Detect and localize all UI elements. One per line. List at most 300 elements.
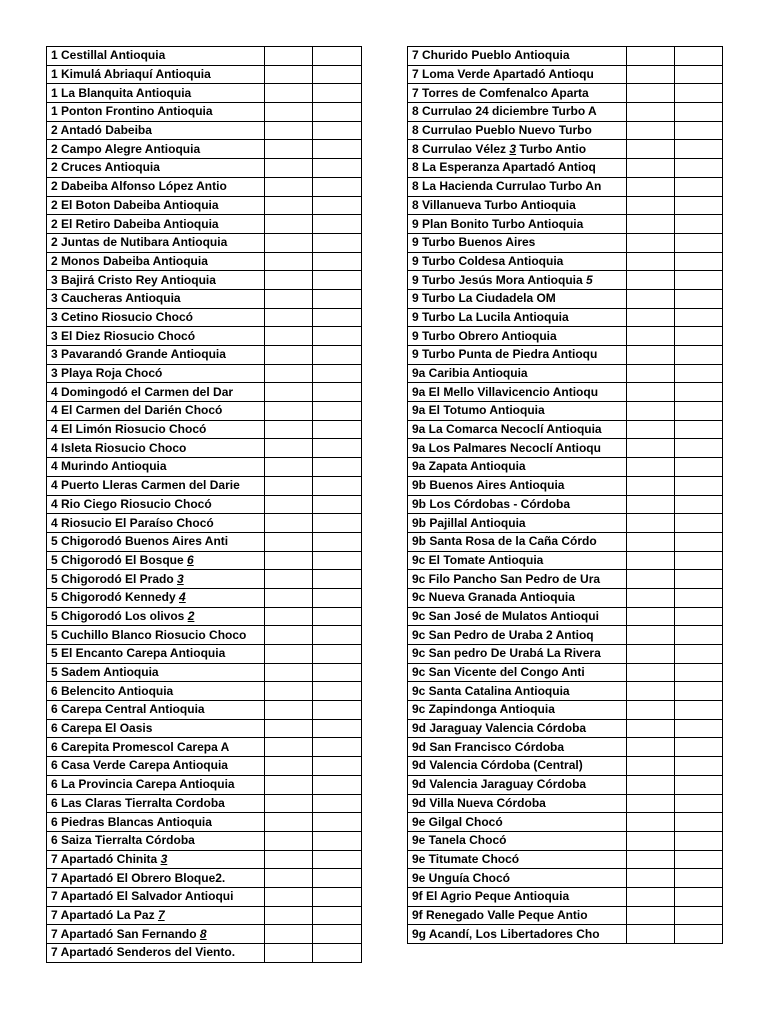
empty-check-cell-2	[313, 47, 362, 66]
empty-check-cell-1	[265, 65, 313, 84]
table-row	[408, 402, 723, 421]
place-name: 2 Juntas de Nutibara Antioquia	[51, 235, 228, 250]
empty-check-cell-1	[627, 289, 675, 308]
empty-check-cell-2	[675, 663, 723, 682]
place-name: 2 El Boton Dabeiba Antioquia	[51, 197, 219, 212]
table-row	[408, 850, 723, 869]
place-name-cell	[408, 887, 627, 906]
empty-check-cell-2	[313, 719, 362, 738]
place-name-cell	[47, 121, 265, 140]
place-name: 1 Cestillal Antioquia	[51, 48, 166, 63]
place-name-cell	[408, 271, 627, 290]
empty-check-cell-2	[675, 906, 723, 925]
place-name-cell	[408, 308, 627, 327]
table-row	[408, 476, 723, 495]
table-row	[47, 65, 362, 84]
empty-check-cell-2	[675, 215, 723, 234]
empty-check-cell-2	[675, 682, 723, 701]
empty-check-cell-1	[265, 588, 313, 607]
table-row	[408, 551, 723, 570]
place-name-cell	[47, 476, 265, 495]
empty-check-cell-1	[627, 719, 675, 738]
table-row	[408, 626, 723, 645]
place-name-cell	[408, 831, 627, 850]
place-name: 7 Apartadó La Paz	[51, 907, 155, 922]
place-name-cell	[408, 719, 627, 738]
place-name-cell	[47, 84, 265, 103]
place-name: 2 El Retiro Dabeiba Antioquia	[51, 216, 219, 231]
handwritten-mark: 8	[199, 926, 207, 941]
place-name-cell	[47, 140, 265, 159]
empty-check-cell-1	[627, 383, 675, 402]
empty-check-cell-1	[265, 402, 313, 421]
empty-check-cell-2	[675, 252, 723, 271]
place-name: 6 Piedras Blancas Antioquia	[51, 814, 212, 829]
right-checklist-table	[407, 46, 723, 944]
empty-check-cell-2	[675, 719, 723, 738]
table-row	[47, 514, 362, 533]
place-name: 4 Puerto Lleras Carmen del Darie	[51, 478, 240, 493]
place-name: 5 Sadem Antioquia	[51, 665, 159, 680]
empty-check-cell-2	[313, 65, 362, 84]
table-row	[47, 850, 362, 869]
empty-check-cell-2	[313, 271, 362, 290]
empty-check-cell-1	[265, 906, 313, 925]
empty-check-cell-2	[675, 271, 723, 290]
empty-check-cell-2	[313, 103, 362, 122]
empty-check-cell-1	[627, 140, 675, 159]
empty-check-cell-2	[675, 140, 723, 159]
empty-check-cell-1	[627, 47, 675, 66]
table-row	[47, 121, 362, 140]
empty-check-cell-2	[313, 215, 362, 234]
empty-check-cell-2	[313, 775, 362, 794]
empty-check-cell-2	[675, 308, 723, 327]
table-row	[408, 663, 723, 682]
place-name-cell	[408, 103, 627, 122]
empty-check-cell-2	[675, 84, 723, 103]
empty-check-cell-2	[313, 458, 362, 477]
place-name: 6 Carepa Central Antioquia	[51, 702, 205, 717]
place-name-cell	[408, 420, 627, 439]
place-name: 8 La Hacienda Currulao Turbo An	[412, 179, 602, 194]
table-row	[408, 252, 723, 271]
empty-check-cell-1	[265, 944, 313, 963]
place-name-cell	[47, 327, 265, 346]
table-row	[408, 887, 723, 906]
place-name-cell	[408, 47, 627, 66]
place-name-cell	[47, 346, 265, 365]
place-name-cell	[47, 925, 265, 944]
place-name: 7 Apartadó El Obrero Bloque2.	[51, 870, 226, 885]
table-row	[47, 476, 362, 495]
empty-check-cell-2	[313, 289, 362, 308]
table-row	[47, 831, 362, 850]
table-row	[47, 701, 362, 720]
place-name: 5 Chigorodó Buenos Aires Anti	[51, 534, 229, 549]
table-row	[408, 439, 723, 458]
place-name: 4 Rio Ciego Riosucio Chocó	[51, 496, 212, 511]
place-name-cell	[47, 607, 265, 626]
empty-check-cell-1	[627, 84, 675, 103]
empty-check-cell-1	[265, 476, 313, 495]
place-name: 9c San Pedro de Uraba 2 Antioq	[412, 627, 594, 642]
place-name-cell	[47, 906, 265, 925]
table-row	[408, 215, 723, 234]
table-row	[47, 626, 362, 645]
empty-check-cell-2	[675, 514, 723, 533]
place-name-cell	[408, 84, 627, 103]
empty-check-cell-2	[675, 383, 723, 402]
place-name: 9c San José de Mulatos Antioqui	[412, 608, 599, 623]
empty-check-cell-2	[313, 233, 362, 252]
place-name-cell	[408, 514, 627, 533]
place-name-cell	[408, 252, 627, 271]
empty-check-cell-2	[313, 588, 362, 607]
place-name-cell	[408, 532, 627, 551]
place-name-cell	[408, 925, 627, 944]
table-row	[408, 289, 723, 308]
empty-check-cell-1	[265, 626, 313, 645]
empty-check-cell-2	[313, 944, 362, 963]
table-row	[408, 719, 723, 738]
place-name-cell	[47, 196, 265, 215]
place-name-cell	[408, 813, 627, 832]
empty-check-cell-1	[265, 458, 313, 477]
empty-check-cell-2	[675, 289, 723, 308]
place-name-cell	[47, 626, 265, 645]
table-row	[408, 103, 723, 122]
empty-check-cell-1	[265, 103, 313, 122]
table-row	[47, 738, 362, 757]
place-name: 7 Churido Pueblo Antioquia	[412, 48, 570, 63]
place-name-cell	[47, 215, 265, 234]
place-name: 3 Pavarandó Grande Antioquia	[51, 347, 226, 362]
table-row	[408, 121, 723, 140]
empty-check-cell-2	[313, 701, 362, 720]
place-name: 7 Apartadó Chinita	[51, 851, 158, 866]
empty-check-cell-2	[313, 757, 362, 776]
empty-check-cell-1	[627, 159, 675, 178]
empty-check-cell-1	[265, 84, 313, 103]
place-name-cell	[47, 551, 265, 570]
table-row	[47, 757, 362, 776]
empty-check-cell-1	[265, 159, 313, 178]
place-name: 9a Caribia Antioquia	[412, 366, 528, 381]
empty-check-cell-1	[265, 719, 313, 738]
table-row	[408, 177, 723, 196]
place-name-cell	[47, 495, 265, 514]
table-row	[408, 140, 723, 159]
empty-check-cell-1	[265, 607, 313, 626]
place-name-cell	[408, 645, 627, 664]
empty-check-cell-2	[313, 196, 362, 215]
table-row	[47, 682, 362, 701]
empty-check-cell-1	[265, 813, 313, 832]
place-name-cell	[408, 458, 627, 477]
handwritten-mark: 3	[160, 851, 168, 866]
place-name: 8 La Esperanza Apartadó Antioq	[412, 160, 596, 175]
empty-check-cell-2	[675, 420, 723, 439]
place-name: 9d Valencia Córdoba (Central)	[412, 758, 583, 773]
table-row	[408, 271, 723, 290]
empty-check-cell-2	[675, 794, 723, 813]
place-name-cell	[47, 588, 265, 607]
table-row	[47, 47, 362, 66]
place-name: 5 Chigorodó El Prado	[51, 571, 174, 586]
empty-check-cell-1	[265, 289, 313, 308]
place-name: 9c Filo Pancho San Pedro de Ura	[412, 571, 601, 586]
empty-check-cell-1	[265, 514, 313, 533]
place-name: 6 Saiza Tierralta Córdoba	[51, 833, 195, 848]
place-name: 9b Pajillal Antioquia	[412, 515, 526, 530]
place-name-cell	[408, 551, 627, 570]
table-row	[47, 84, 362, 103]
place-name: 9f Renegado Valle Peque Antio	[412, 907, 588, 922]
place-name: 9e Titumate Chocó	[412, 851, 520, 866]
place-name-cell	[408, 906, 627, 925]
place-name-cell	[47, 420, 265, 439]
place-name: 9a El Totumo Antioquia	[412, 403, 545, 418]
empty-check-cell-1	[627, 645, 675, 664]
table-row	[47, 327, 362, 346]
empty-check-cell-1	[265, 757, 313, 776]
place-name: 9d San Francisco Córdoba	[412, 739, 565, 754]
table-row	[47, 346, 362, 365]
empty-check-cell-1	[627, 551, 675, 570]
empty-check-cell-1	[627, 308, 675, 327]
place-name-cell	[408, 570, 627, 589]
empty-check-cell-2	[313, 177, 362, 196]
place-name: 9 Plan Bonito Turbo Antioquia	[412, 216, 584, 231]
empty-check-cell-1	[265, 850, 313, 869]
place-name: 6 Las Claras Tierralta Cordoba	[51, 795, 225, 810]
place-name: 7 Loma Verde Apartadó Antioqu	[412, 67, 594, 82]
empty-check-cell-2	[675, 626, 723, 645]
place-name: 4 El Carmen del Darién Chocó	[51, 403, 223, 418]
empty-check-cell-2	[675, 495, 723, 514]
place-name: 9a La Comarca Necoclí Antioquia	[412, 422, 602, 437]
table-row	[47, 233, 362, 252]
place-name-cell	[408, 775, 627, 794]
table-row	[408, 738, 723, 757]
place-name: 3 Bajirá Cristo Rey Antioquia	[51, 272, 216, 287]
table-row	[47, 719, 362, 738]
empty-check-cell-1	[265, 47, 313, 66]
place-name-cell	[408, 383, 627, 402]
place-name: 4 Murindo Antioquia	[51, 459, 167, 474]
place-name: 9c El Tomate Antioquia	[412, 552, 544, 567]
empty-check-cell-1	[627, 177, 675, 196]
empty-check-cell-2	[675, 607, 723, 626]
place-name: 6 Carepa El Oasis	[51, 721, 153, 736]
place-name-cell	[408, 738, 627, 757]
empty-check-cell-2	[313, 121, 362, 140]
empty-check-cell-2	[313, 532, 362, 551]
place-name: 9 Turbo Obrero Antioquia	[412, 328, 557, 343]
place-name: 9g Acandí, Los Libertadores Cho	[412, 926, 600, 941]
empty-check-cell-1	[265, 794, 313, 813]
empty-check-cell-2	[313, 813, 362, 832]
place-name-cell	[47, 289, 265, 308]
empty-check-cell-2	[313, 570, 362, 589]
place-name: 9 Turbo Jesús Mora Antioquia	[412, 272, 583, 287]
place-name: 6 Casa Verde Carepa Antioquia	[51, 758, 228, 773]
handwritten-mark: 4	[179, 590, 186, 605]
empty-check-cell-2	[675, 532, 723, 551]
place-name: 3 Caucheras Antioquia	[51, 291, 181, 306]
empty-check-cell-1	[627, 850, 675, 869]
empty-check-cell-2	[313, 140, 362, 159]
empty-check-cell-1	[627, 532, 675, 551]
place-name: 9a Los Palmares Necoclí Antioqu	[412, 440, 601, 455]
table-row	[47, 607, 362, 626]
place-name: 7 Apartadó El Salvador Antioqui	[51, 889, 234, 904]
place-name: 9d Jaraguay Valencia Córdoba	[412, 721, 587, 736]
place-name: 9 Turbo La Ciudadela OM	[412, 291, 556, 306]
empty-check-cell-2	[313, 869, 362, 888]
table-row	[47, 140, 362, 159]
table-row	[408, 570, 723, 589]
empty-check-cell-2	[675, 346, 723, 365]
place-name: 6 Carepita Promescol Carepa A	[51, 739, 230, 754]
empty-check-cell-2	[675, 887, 723, 906]
empty-check-cell-2	[313, 402, 362, 421]
empty-check-cell-1	[627, 327, 675, 346]
table-row	[47, 869, 362, 888]
table-row	[408, 47, 723, 66]
handwritten-mark: 6	[187, 552, 194, 567]
place-name-cell	[408, 233, 627, 252]
empty-check-cell-1	[265, 532, 313, 551]
table-row	[47, 439, 362, 458]
place-name: 4 Isleta Riosucio Choco	[51, 440, 187, 455]
empty-check-cell-2	[313, 364, 362, 383]
place-name-cell	[47, 850, 265, 869]
empty-check-cell-2	[675, 364, 723, 383]
place-name-cell	[408, 327, 627, 346]
table-row	[47, 420, 362, 439]
table-row	[408, 420, 723, 439]
place-name: 5 Chigorodó Los olivos	[51, 608, 185, 623]
empty-check-cell-1	[627, 831, 675, 850]
empty-check-cell-2	[313, 84, 362, 103]
place-name-cell	[47, 944, 265, 963]
place-name: 4 Domingodó el Carmen del Dar	[51, 384, 234, 399]
empty-check-cell-2	[313, 906, 362, 925]
empty-check-cell-2	[313, 383, 362, 402]
empty-check-cell-1	[627, 588, 675, 607]
place-name: 8 Currulao Vélez	[412, 141, 507, 156]
empty-check-cell-1	[265, 140, 313, 159]
empty-check-cell-2	[675, 402, 723, 421]
empty-check-cell-1	[265, 364, 313, 383]
place-name: 8 Currulao Pueblo Nuevo Turbo	[412, 123, 592, 138]
table-row	[47, 588, 362, 607]
empty-check-cell-1	[265, 215, 313, 234]
place-name: 7 Torres de Comfenalco Aparta	[412, 85, 589, 100]
empty-check-cell-2	[313, 495, 362, 514]
place-name-cell	[408, 65, 627, 84]
empty-check-cell-1	[627, 458, 675, 477]
place-name-cell	[47, 402, 265, 421]
empty-check-cell-2	[675, 47, 723, 66]
empty-check-cell-1	[627, 813, 675, 832]
empty-check-cell-1	[627, 701, 675, 720]
empty-check-cell-2	[675, 757, 723, 776]
empty-check-cell-1	[265, 887, 313, 906]
place-name-cell	[47, 701, 265, 720]
empty-check-cell-1	[265, 738, 313, 757]
handwritten-mark: 3	[177, 571, 184, 586]
empty-check-cell-1	[627, 514, 675, 533]
place-name: 7 Apartadó San Fernando	[51, 926, 197, 941]
place-name-cell	[47, 869, 265, 888]
place-name: 8 Villanueva Turbo Antioquia	[412, 197, 576, 212]
place-name-cell	[47, 719, 265, 738]
table-row	[408, 308, 723, 327]
place-name: 1 La Blanquita Antioquia	[51, 85, 192, 100]
place-name: 7 Apartadó Senderos del Viento.	[51, 945, 236, 960]
place-name-cell	[408, 140, 627, 159]
place-name: 9d Villa Nueva Córdoba	[412, 795, 546, 810]
table-row	[47, 906, 362, 925]
empty-check-cell-2	[675, 177, 723, 196]
place-name: 1 Kimulá Abriaquí Antioquia	[51, 67, 211, 82]
place-name-cell	[408, 757, 627, 776]
empty-check-cell-1	[265, 663, 313, 682]
place-name: 9c Zapindonga Antioquia	[412, 702, 555, 717]
place-name: 2 Cruces Antioquia	[51, 160, 160, 175]
table-row	[408, 65, 723, 84]
empty-check-cell-1	[265, 775, 313, 794]
place-name-cell	[47, 514, 265, 533]
place-name-cell	[47, 532, 265, 551]
empty-check-cell-1	[627, 906, 675, 925]
table-row	[408, 607, 723, 626]
table-row	[408, 196, 723, 215]
place-name-cell	[408, 402, 627, 421]
empty-check-cell-2	[313, 551, 362, 570]
table-row	[408, 84, 723, 103]
place-name: 5 Cuchillo Blanco Riosucio Choco	[51, 627, 247, 642]
place-name: 9e Unguía Chocó	[412, 870, 511, 885]
place-name-cell	[47, 794, 265, 813]
place-name-cell	[408, 476, 627, 495]
empty-check-cell-1	[265, 645, 313, 664]
place-name-cell	[47, 103, 265, 122]
empty-check-cell-2	[675, 121, 723, 140]
table-row	[47, 944, 362, 963]
empty-check-cell-1	[265, 233, 313, 252]
place-name-cell	[408, 177, 627, 196]
empty-check-cell-2	[313, 626, 362, 645]
place-name: 8 Currulao 24 diciembre Turbo A	[412, 104, 597, 119]
place-name: 4 El Limón Riosucio Chocó	[51, 422, 207, 437]
place-name-cell	[47, 775, 265, 794]
place-name-cell	[47, 570, 265, 589]
empty-check-cell-2	[675, 738, 723, 757]
empty-check-cell-2	[675, 570, 723, 589]
place-name: 9a Zapata Antioquia	[412, 459, 526, 474]
table-row	[408, 775, 723, 794]
empty-check-cell-2	[675, 831, 723, 850]
empty-check-cell-1	[265, 177, 313, 196]
empty-check-cell-2	[313, 327, 362, 346]
place-name-cell	[47, 271, 265, 290]
table-row	[408, 346, 723, 365]
table-row	[408, 495, 723, 514]
